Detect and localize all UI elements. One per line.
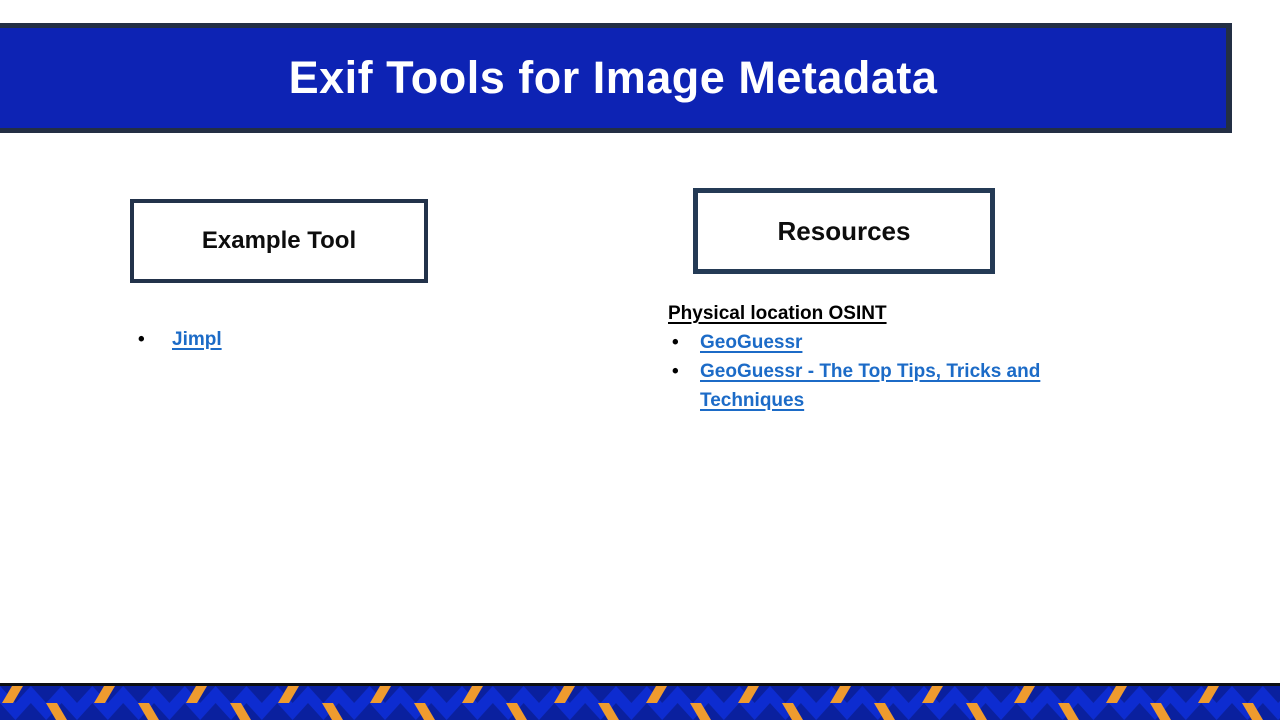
resources-box bbox=[693, 188, 995, 274]
resources-list bbox=[668, 299, 1138, 415]
list-item bbox=[668, 357, 1138, 415]
physical-location-osint-heading: Physical location OSINT bbox=[668, 303, 887, 324]
list-item bbox=[668, 328, 1138, 357]
bullet-marker: • bbox=[672, 332, 679, 353]
bullet-marker: • bbox=[138, 329, 145, 350]
example-tool-list bbox=[136, 325, 222, 354]
title-banner bbox=[0, 23, 1232, 133]
bullet-marker: • bbox=[672, 361, 679, 382]
footer-decorative-strip bbox=[0, 683, 1280, 720]
link-geoguessr-tips[interactable]: GeoGuessr - The Top Tips, Tricks and Techniques bbox=[700, 361, 1041, 411]
example-tool-box bbox=[130, 199, 428, 283]
link-geoguessr[interactable]: GeoGuessr bbox=[700, 332, 803, 353]
link-jimpl[interactable]: Jimpl bbox=[172, 329, 222, 350]
example-tool-box-label: Example Tool bbox=[201, 227, 357, 254]
footer-pattern bbox=[0, 686, 1280, 720]
resources-box-label: Resources bbox=[777, 215, 911, 246]
list-item bbox=[136, 325, 222, 354]
page-title: Exif Tools for Image Metadata bbox=[288, 52, 938, 103]
